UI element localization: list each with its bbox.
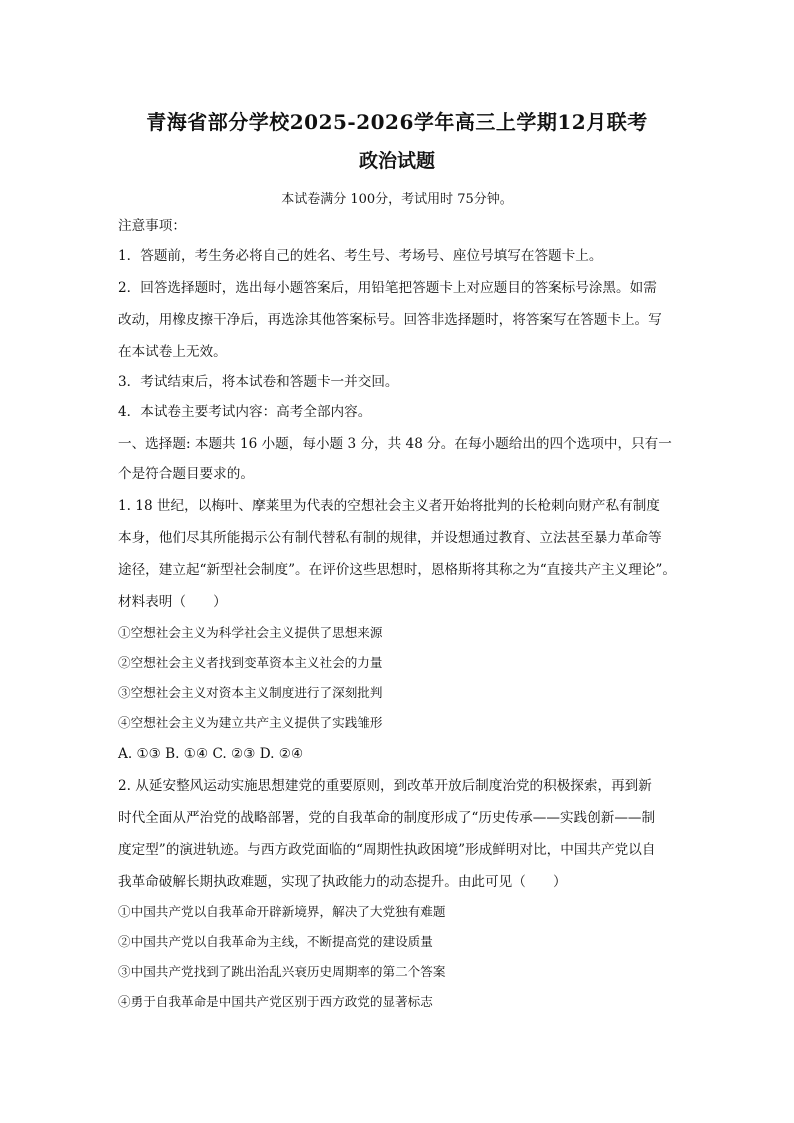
note-line: 3．考试结束后，将本试卷和答题卡一并交回。: [118, 374, 399, 390]
question-2-option: ①中国共产党以自我革命开辟新境界，解决了大党独有难题: [118, 904, 446, 919]
question-1-stem: 材料表明（ ）: [118, 594, 227, 610]
section-heading-cont: 个是符合题目要求的。: [118, 466, 254, 482]
question-1-choices: A. ①③ B. ①④ C. ②③ D. ②④: [118, 746, 304, 762]
question-2-stem: 2. 从延安整风运动实施思想建党的重要原则，到改革开放后制度治党的积极探索，再到新: [118, 778, 652, 794]
note-line: 4．本试卷主要考试内容：高考全部内容。: [118, 404, 372, 420]
question-2-stem: 我革命破解长期执政难题，实现了执政能力的动态提升。由此可见（ ）: [118, 874, 567, 890]
notes-heading: 注意事项：: [118, 218, 186, 234]
question-1-option: ②空想社会主义者找到变革资本主义社会的力量: [118, 655, 383, 670]
question-1-stem: 本身，他们尽其所能揭示公有制代替私有制的规律，并设想通过教育、立法甚至暴力革命等: [118, 530, 662, 546]
question-1-option: ①空想社会主义为科学社会主义提供了思想来源: [118, 625, 383, 640]
question-2-stem: 时代全面从严治党的战略部署，党的自我革命的制度形成了“历史传承——实践创新——制: [118, 810, 656, 826]
question-1-option: ③空想社会主义对资本主义制度进行了深刻批判: [118, 685, 383, 700]
note-line: 1．答题前，考生务必将自己的姓名、考生号、考场号、座位号填写在答题卡上。: [118, 248, 603, 264]
note-line: 改动，用橡皮擦干净后，再选涂其他答案标号。回答非选择题时，将答案写在答题卡上。写: [118, 312, 662, 328]
exam-subtitle: 政治试题: [358, 150, 435, 172]
note-line: 在本试卷上无效。: [118, 344, 227, 360]
exam-info: 本试卷满分 100分，考试用时 75分钟。: [281, 192, 513, 207]
question-1-stem: 途径，建立起“新型社会制度”。在评价这些思想时，恩格斯将其称之为“直接共产主义理论”。: [118, 562, 676, 578]
question-2-option: ③中国共产党找到了跳出治乱兴衰历史周期率的第二个答案: [118, 964, 446, 979]
question-2-option: ④勇于自我革命是中国共产党区别于西方政党的显著标志: [118, 994, 433, 1009]
question-2-option: ②中国共产党以自我革命为主线，不断提高党的建设质量: [118, 934, 433, 949]
exam-title: 青海省部分学校2025-2026学年高三上学期12月联考: [146, 110, 648, 134]
question-1-stem: 1. 18 世纪，以梅叶、摩莱里为代表的空想社会主义者开始将批判的长枪刺向财产私有制度: [118, 498, 660, 514]
section-heading: 一、选择题: 本题共 16 小题，每小题 3 分，共 48 分。在每小题给出的四个选项中，只有一: [118, 436, 672, 452]
note-line: 2．回答选择题时，选出每小题答案后，用铅笔把答题卡上对应题目的答案标号涂黑。如需: [118, 280, 657, 296]
question-2-stem: 度定型”的演进轨迹。与西方政党面临的“周期性执政困境”形成鲜明对比，中国共产党以自: [118, 842, 656, 858]
question-1-option: ④空想社会主义为建立共产主义提供了实践雏形: [118, 715, 383, 730]
